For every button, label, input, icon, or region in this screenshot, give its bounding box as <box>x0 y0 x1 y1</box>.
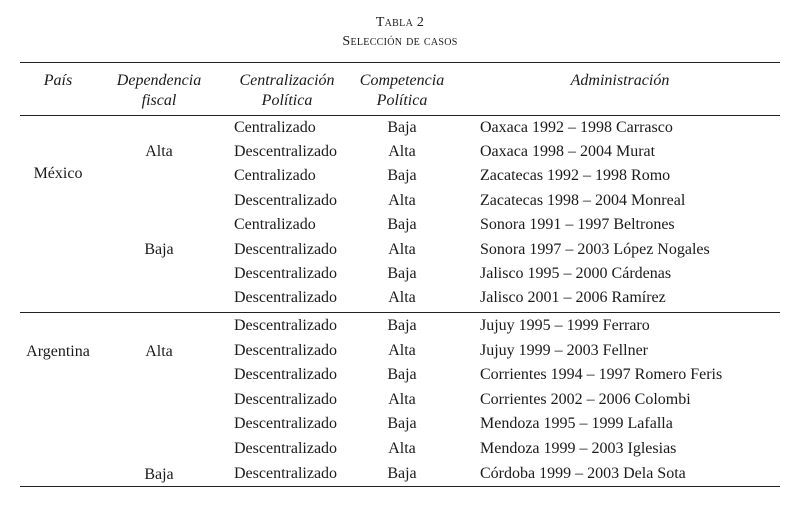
cell-administracion: Jujuy 1995 – 1999 Ferraro <box>480 317 650 334</box>
cell-centralizacion: Descentralizado <box>234 241 338 258</box>
cell-administracion: Jalisco 1995 – 2000 Cárdenas <box>480 265 672 282</box>
cell-competencia: Alta <box>388 192 416 209</box>
cell-administracion: Oaxaca 1992 – 1998 Carrasco <box>480 119 673 136</box>
cell-administracion: Mendoza 1999 – 2003 Iglesias <box>480 440 677 457</box>
cell-competencia: Baja <box>387 415 417 432</box>
cell-centralizacion: Descentralizado <box>234 143 338 160</box>
group-mexico-baja: Baja <box>144 241 174 258</box>
cell-centralizacion: Centralizado <box>234 119 316 136</box>
cell-competencia: Baja <box>387 216 417 233</box>
cell-centralizacion: Descentralizado <box>234 342 338 359</box>
cell-competencia: Baja <box>387 317 417 334</box>
cell-administracion: Córdoba 1999 – 2003 Dela Sota <box>480 465 686 482</box>
cell-centralizacion: Descentralizado <box>234 366 338 383</box>
header-competencia-line1: Competencia <box>359 72 445 89</box>
cell-competencia: Alta <box>388 143 416 160</box>
header-administracion: Administración <box>570 72 670 89</box>
cell-administracion: Sonora 1997 – 2003 López Nogales <box>480 241 710 258</box>
cell-competencia: Baja <box>387 119 417 136</box>
header-dependencia-fiscal <box>104 71 214 111</box>
table-caption-subtitle: Selección de casos <box>342 34 458 49</box>
cell-centralizacion: Descentralizado <box>234 465 338 482</box>
cell-centralizacion: Descentralizado <box>234 391 338 408</box>
group-mexico-alta: Alta <box>145 143 173 160</box>
header-pais: País <box>43 72 73 89</box>
group-argentina-baja: Baja <box>144 466 174 483</box>
header-dependencia-line2: fiscal <box>141 92 177 109</box>
cell-administracion: Jujuy 1999 – 2003 Fellner <box>480 342 648 359</box>
cell-competencia: Alta <box>388 342 416 359</box>
header-rule <box>20 115 780 116</box>
cell-administracion: Corrientes 1994 – 1997 Romero Feris <box>480 366 723 383</box>
cell-competencia: Alta <box>388 241 416 258</box>
group-mexico: México <box>33 165 83 182</box>
cell-centralizacion: Centralizado <box>234 216 316 233</box>
header-competencia <box>354 71 450 111</box>
top-rule <box>20 62 780 63</box>
cell-centralizacion: Descentralizado <box>234 289 338 306</box>
bottom-rule <box>20 486 780 487</box>
cell-administracion: Oaxaca 1998 – 2004 Murat <box>480 143 656 160</box>
cell-administracion: Mendoza 1995 – 1999 Lafalla <box>480 415 673 432</box>
cell-competencia: Alta <box>388 440 416 457</box>
cell-administracion: Zacatecas 1992 – 1998 Romo <box>480 167 671 184</box>
cell-competencia: Baja <box>387 465 417 482</box>
header-centralizacion-line1: Centralización <box>239 72 335 89</box>
cell-competencia: Alta <box>388 289 416 306</box>
cell-administracion: Corrientes 2002 – 2006 Colombi <box>480 391 691 408</box>
header-centralizacion-line2: Política <box>261 92 313 109</box>
country-separator-rule <box>20 312 780 313</box>
cell-administracion: Zacatecas 1998 – 2004 Monreal <box>480 192 686 209</box>
table-caption-title: Tabla 2 <box>375 15 425 30</box>
cell-administracion: Sonora 1991 – 1997 Beltrones <box>480 216 675 233</box>
cell-competencia: Baja <box>387 167 417 184</box>
cell-centralizacion: Descentralizado <box>234 317 338 334</box>
cell-competencia: Baja <box>387 366 417 383</box>
cell-administracion: Jalisco 2001 – 2006 Ramírez <box>480 289 666 306</box>
cell-centralizacion: Descentralizado <box>234 265 338 282</box>
header-dependencia-line1: Dependencia <box>116 72 202 89</box>
group-argentina: Argentina <box>26 343 90 360</box>
cell-centralizacion: Descentralizado <box>234 192 338 209</box>
cell-centralizacion: Descentralizado <box>234 415 338 432</box>
group-argentina-alta: Alta <box>145 343 173 360</box>
cell-centralizacion: Descentralizado <box>234 440 338 457</box>
cell-competencia: Baja <box>387 265 417 282</box>
header-centralizacion <box>226 71 348 111</box>
header-competencia-line2: Política <box>376 92 428 109</box>
cell-centralizacion: Centralizado <box>234 167 316 184</box>
cell-competencia: Alta <box>388 391 416 408</box>
